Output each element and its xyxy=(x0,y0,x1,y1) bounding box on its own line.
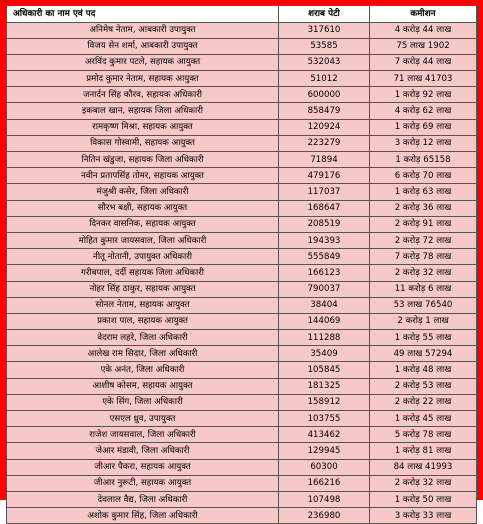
liquor-cases-cell: 105845 xyxy=(279,362,370,378)
header-official-name: अधिकारी का नाम एवं पद xyxy=(7,6,279,23)
official-name-cell: राजेश जायसवाल, जिला अधिकारी xyxy=(7,427,279,443)
official-name-cell: नवीन प्रतापसिंह तोमर, सहायक आयुक्त xyxy=(7,168,279,184)
liquor-cases-cell: 181325 xyxy=(279,378,370,394)
liquor-cases-cell: 236980 xyxy=(279,508,370,524)
liquor-cases-cell: 35409 xyxy=(279,346,370,362)
commission-cell: 1 करोड़ 50 लाख xyxy=(370,491,477,507)
liquor-cases-cell: 120924 xyxy=(279,119,370,135)
liquor-cases-cell: 168647 xyxy=(279,200,370,216)
official-name-cell: आलेख राम सिदार, जिला अधिकारी xyxy=(7,346,279,362)
table-row xyxy=(7,475,477,491)
commission-cell: 75 लाख 1902 xyxy=(370,38,477,54)
table-row xyxy=(7,103,477,119)
liquor-cases-cell: 166123 xyxy=(279,265,370,281)
liquor-cases-cell: 117037 xyxy=(279,184,370,200)
commission-cell: 1 करोड़ 92 लाख xyxy=(370,87,477,103)
table-row xyxy=(7,427,477,443)
table-row xyxy=(7,411,477,427)
liquor-cases-cell: 71894 xyxy=(279,152,370,168)
table-row xyxy=(7,216,477,232)
table-row xyxy=(7,265,477,281)
liquor-cases-cell: 208519 xyxy=(279,216,370,232)
commission-cell: 2 करोड़ 22 लाख xyxy=(370,394,477,410)
official-name-cell: प्रमोद कुमार नेताम, सहायक आयुक्त xyxy=(7,71,279,87)
table-row xyxy=(7,38,477,54)
table-row xyxy=(7,152,477,168)
table-row xyxy=(7,459,477,475)
official-name-cell: जनार्दन सिंह कौरव, सहायक अधिकारी xyxy=(7,87,279,103)
commission-cell: 2 करोड़ 72 लाख xyxy=(370,232,477,248)
liquor-cases-cell: 223279 xyxy=(279,135,370,151)
commission-cell: 1 करोड़ 63 लाख xyxy=(370,184,477,200)
liquor-cases-cell: 555849 xyxy=(279,249,370,265)
table-row xyxy=(7,362,477,378)
table-row xyxy=(7,87,477,103)
commission-cell: 2 करोड़ 1 लाख xyxy=(370,313,477,329)
table-row xyxy=(7,508,477,524)
table-row xyxy=(7,281,477,297)
official-name-cell: विजय सेन शर्मा, आबकारी उपायुक्त xyxy=(7,38,279,54)
official-name-cell: अनिमेष नेताम, आबकारी उपायुक्त xyxy=(7,22,279,38)
table-row xyxy=(7,443,477,459)
table-row xyxy=(7,71,477,87)
official-name-cell: नीतू नोतानी, उपायुक्त अधिकारी xyxy=(7,249,279,265)
liquor-cases-cell: 790037 xyxy=(279,281,370,297)
table-row xyxy=(7,200,477,216)
header-commission: कमीशन xyxy=(370,6,477,23)
official-name-cell: सौरभ बक्षी, सहायक आयुक्त xyxy=(7,200,279,216)
commission-cell: 71 लाख 41703 xyxy=(370,71,477,87)
official-name-cell: एके सिंग, जिला अधिकारी xyxy=(7,394,279,410)
liquor-cases-cell: 111288 xyxy=(279,330,370,346)
official-name-cell: इकबाल खान, सहायक जिला अधिकारी xyxy=(7,103,279,119)
official-name-cell: दिनकर वासनिक, सहायक आयुक्त xyxy=(7,216,279,232)
table-row xyxy=(7,330,477,346)
liquor-cases-cell: 51012 xyxy=(279,71,370,87)
commission-cell: 7 करोड़ 78 लाख xyxy=(370,249,477,265)
official-name-cell: अरविंद कुमार पटले, सहायक आयुक्त xyxy=(7,54,279,70)
table-row xyxy=(7,168,477,184)
commission-cell: 49 लाख 57294 xyxy=(370,346,477,362)
commission-cell: 2 करोड़ 53 लाख xyxy=(370,378,477,394)
commission-cell: 1 करोड़ 55 लाख xyxy=(370,330,477,346)
commission-cell: 1 करोड़ 48 लाख xyxy=(370,362,477,378)
table-row xyxy=(7,394,477,410)
liquor-cases-cell: 144069 xyxy=(279,313,370,329)
official-name-cell: देवलाल वैद्य, जिला अधिकारी xyxy=(7,491,279,507)
table-row xyxy=(7,119,477,135)
commission-cell: 4 करोड़ 62 लाख xyxy=(370,103,477,119)
commission-cell: 2 करोड़ 32 लाख xyxy=(370,475,477,491)
commission-cell: 84 लाख 41993 xyxy=(370,459,477,475)
official-name-cell: जेआर मंडावी, जिला अधिकारी xyxy=(7,443,279,459)
commission-cell: 4 करोड़ 44 लाख xyxy=(370,22,477,38)
commission-cell: 1 करोड़ 65158 xyxy=(370,152,477,168)
table-row xyxy=(7,54,477,70)
table-body xyxy=(7,22,477,524)
official-name-cell: जीआर पैकरा, सहायक आयुक्त xyxy=(7,459,279,475)
official-name-cell: रामकृष्ण मिश्रा, सहायक आयुक्त xyxy=(7,119,279,135)
liquor-cases-cell: 194393 xyxy=(279,232,370,248)
table-row xyxy=(7,22,477,38)
officials-commission-table xyxy=(6,5,477,524)
liquor-cases-cell: 53585 xyxy=(279,38,370,54)
official-name-cell: नोहर सिंह ठाकुर, सहायक आयुक्त xyxy=(7,281,279,297)
official-name-cell: विकास गोस्वामी, सहायक आयुक्त xyxy=(7,135,279,151)
liquor-cases-cell: 532043 xyxy=(279,54,370,70)
liquor-cases-cell: 413462 xyxy=(279,427,370,443)
commission-cell: 7 करोड़ 44 लाख xyxy=(370,54,477,70)
liquor-cases-cell: 103755 xyxy=(279,411,370,427)
official-name-cell: वेदराम लहरे, जिला अधिकारी xyxy=(7,330,279,346)
official-name-cell: जीआर नुरूटी, सहायक आयुक्त xyxy=(7,475,279,491)
official-name-cell: मोहित कुमार जायसवाल, जिला अधिकारी xyxy=(7,232,279,248)
liquor-cases-cell: 479176 xyxy=(279,168,370,184)
commission-cell: 1 करोड़ 81 लाख xyxy=(370,443,477,459)
liquor-cases-cell: 600000 xyxy=(279,87,370,103)
official-name-cell: आशीष कोसम, सहायक आयुक्त xyxy=(7,378,279,394)
table-row xyxy=(7,378,477,394)
header-liquor-cases: शराब पेटी xyxy=(279,6,370,23)
official-name-cell: एके अनंत, जिला अधिकारी xyxy=(7,362,279,378)
liquor-cases-cell: 158912 xyxy=(279,394,370,410)
liquor-cases-cell: 317610 xyxy=(279,22,370,38)
commission-cell: 3 करोड़ 33 लाख xyxy=(370,508,477,524)
table-header-row xyxy=(7,6,477,23)
official-name-cell: मंजुश्री कसेर, जिला अधिकारी xyxy=(7,184,279,200)
commission-cell: 6 करोड़ 70 लाख xyxy=(370,168,477,184)
liquor-cases-cell: 129945 xyxy=(279,443,370,459)
official-name-cell: नितिन खंडुजा, सहायक जिला अधिकारी xyxy=(7,152,279,168)
commission-cell: 1 करोड़ 69 लाख xyxy=(370,119,477,135)
commission-cell: 2 करोड़ 36 लाख xyxy=(370,200,477,216)
liquor-cases-cell: 60300 xyxy=(279,459,370,475)
commission-cell: 1 करोड़ 45 लाख xyxy=(370,411,477,427)
official-name-cell: सोनल नेताम, सहायक आयुक्त xyxy=(7,297,279,313)
table-row xyxy=(7,184,477,200)
liquor-cases-cell: 858479 xyxy=(279,103,370,119)
table-row xyxy=(7,135,477,151)
commission-cell: 2 करोड़ 32 लाख xyxy=(370,265,477,281)
table-row xyxy=(7,249,477,265)
table-row xyxy=(7,232,477,248)
official-name-cell: गरीबपाल, दर्दी सहायक जिला अधिकारी xyxy=(7,265,279,281)
liquor-cases-cell: 38404 xyxy=(279,297,370,313)
commission-cell: 53 लाख 76540 xyxy=(370,297,477,313)
commission-cell: 11 करोड़ 6 लाख xyxy=(370,281,477,297)
table-row xyxy=(7,297,477,313)
liquor-cases-cell: 166216 xyxy=(279,475,370,491)
official-name-cell: अशोक कुमार सिंह, जिला अधिकारी xyxy=(7,508,279,524)
table-row xyxy=(7,313,477,329)
liquor-cases-cell: 107498 xyxy=(279,491,370,507)
official-name-cell: प्रकाश पाल, सहायक आयुक्त xyxy=(7,313,279,329)
official-name-cell: एसएल ध्रुव, उपायुक्त xyxy=(7,411,279,427)
commission-cell: 5 करोड़ 78 लाख xyxy=(370,427,477,443)
table-row xyxy=(7,346,477,362)
commission-cell: 3 करोड़ 12 लाख xyxy=(370,135,477,151)
commission-cell: 2 करोड़ 91 लाख xyxy=(370,216,477,232)
